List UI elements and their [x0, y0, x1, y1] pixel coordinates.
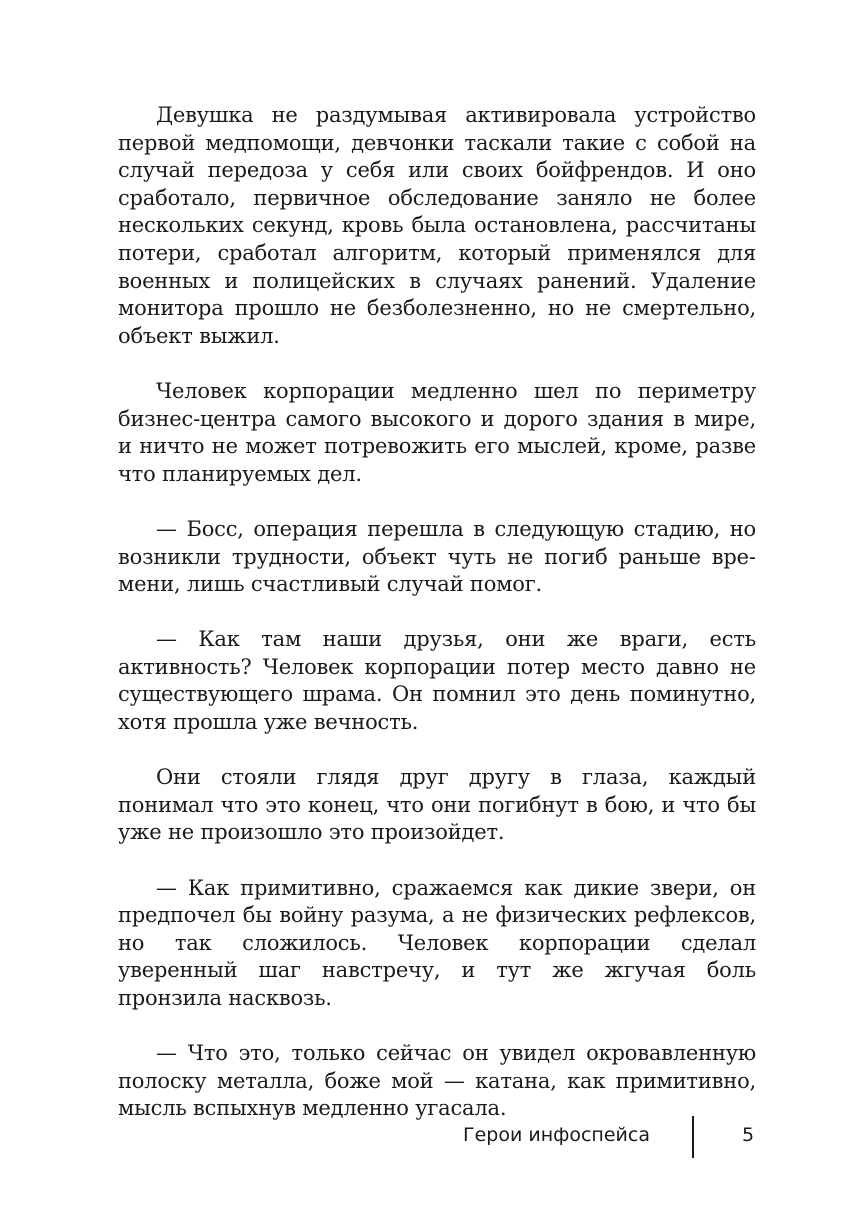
paragraph-6: — Как примитивно, сражаемся как дикие звери, он предпочел бы войну разума, а не физических рефлексов, но так сложилось. Человек корпорации сделал уверенный шаг навстречу, и тут же жгучая боль пронзила насквозь.	[118, 875, 756, 1010]
paragraph-5: Они стояли глядя друг другу в глаза, каждый понимал что это конец, что они погибнут в бою, и что бы уже не произошло это произойдет.	[118, 765, 756, 845]
footer-divider	[692, 1116, 694, 1158]
running-footer-title: Герои инфоспейса	[463, 1124, 650, 1146]
paragraph-4: — Как там наши друзья, они же враги, есть активность? Человек корпорации потер место давно не существующего шрама. Он помнил это день поминутно, хотя прошла уже вечность.	[118, 627, 756, 735]
page-number: 5	[742, 1124, 755, 1146]
page-body	[118, 102, 756, 1151]
paragraph-3: — Босс, операция перешла в следующую стадию, но возникли трудности, объект чуть не погиб раньше времени, лишь счастливый случай помог.	[118, 516, 756, 597]
paragraph-7: — Что это, только сейчас он увидел окровавленную полоску металла, боже мой — катана, как примитивно, мысль вспыхнув медленно угасала.	[118, 1041, 756, 1121]
paragraph-1: Девушка не раздумывая активировала устройство первой медпомощи, девчонки таскали такие с собой на случай передоза у себя или своих бойфрендов. И оно сработало, первичное обследование заняло не более нескольких секунд, кровь была остановлена, рассчитаны потери, сработал алгоритм, который применялся для военных и полицейских в случаях ранений. Удаление монитора прошло не безболезненно, но не смертельно, объект выжил.	[118, 103, 756, 348]
paragraph-2: Человек корпорации медленно шел по периметру бизнес-центра самого высокого и дорого здания в мире, и ничто не может потревожить его мыслей, кроме, разве что планируемых дел.	[118, 378, 756, 486]
